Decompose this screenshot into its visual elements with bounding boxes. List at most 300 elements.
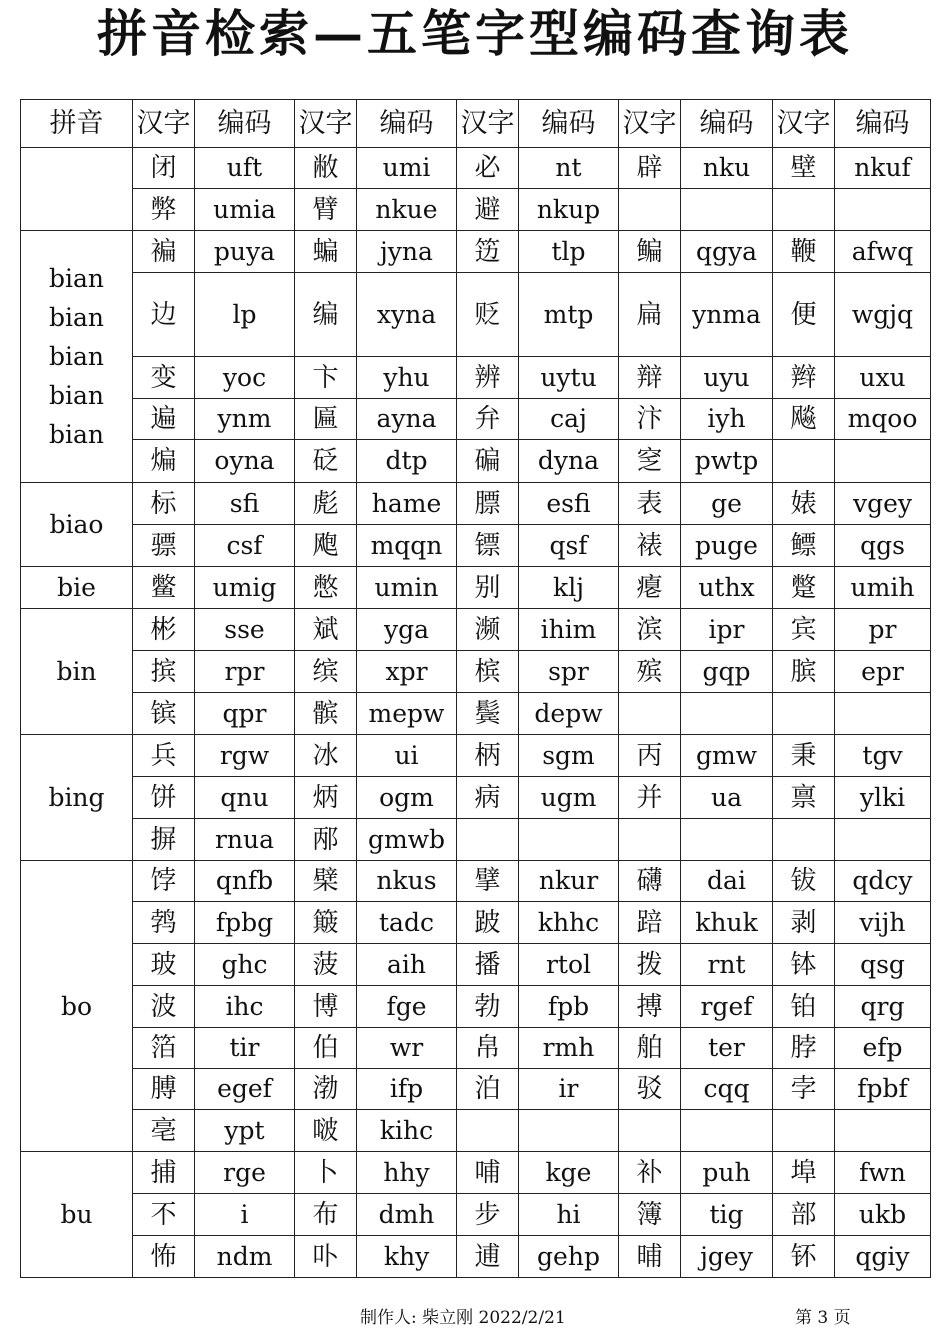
- code-cell: umi: [357, 148, 457, 189]
- hanzi-cell: 殡: [619, 651, 681, 693]
- code-cell: ter: [681, 1028, 773, 1069]
- hanzi-cell: 鳖: [133, 567, 195, 609]
- code-cell: ge: [681, 483, 773, 525]
- code-cell: nkue: [357, 189, 457, 231]
- hanzi-cell: 部: [773, 1194, 835, 1236]
- hanzi-cell: 遍: [133, 399, 195, 440]
- code-cell: rtol: [519, 944, 619, 986]
- code-cell: qnfb: [195, 861, 295, 902]
- table-row: [21, 357, 931, 399]
- hanzi-cell: 伯: [295, 1028, 357, 1069]
- code-cell: depw: [519, 693, 619, 735]
- code-cell: i: [195, 1194, 295, 1236]
- hanzi-cell: 敝: [295, 148, 357, 189]
- hanzi-cell: 勃: [457, 986, 519, 1028]
- hanzi-cell: 博: [295, 986, 357, 1028]
- code-cell: umig: [195, 567, 295, 609]
- hanzi-cell: 婊: [773, 483, 835, 525]
- table-row: [21, 861, 931, 902]
- code-cell: dai: [681, 861, 773, 902]
- pinyin-label: biao: [49, 510, 104, 539]
- header-code: 编码: [519, 100, 619, 148]
- hanzi-cell: [619, 693, 681, 735]
- pinyin-cell: [21, 861, 133, 1152]
- code-cell: nt: [519, 148, 619, 189]
- code-cell: ifp: [357, 1069, 457, 1110]
- hanzi-cell: 弊: [133, 189, 195, 231]
- code-cell: [681, 189, 773, 231]
- code-cell: ukb: [835, 1194, 931, 1236]
- code-cell: [681, 1110, 773, 1152]
- hanzi-cell: 裱: [619, 525, 681, 567]
- code-cell: uytu: [519, 357, 619, 399]
- hanzi-cell: 彪: [295, 483, 357, 525]
- code-cell: lp: [195, 273, 295, 357]
- code-cell: nkuf: [835, 148, 931, 189]
- code-cell: nkup: [519, 189, 619, 231]
- table-row: [21, 1152, 931, 1194]
- code-cell: gehp: [519, 1236, 619, 1278]
- code-cell: tir: [195, 1028, 295, 1069]
- code-cell: csf: [195, 525, 295, 567]
- code-cell: ir: [519, 1069, 619, 1110]
- hanzi-cell: 饽: [133, 861, 195, 902]
- hanzi-cell: 搏: [619, 986, 681, 1028]
- hanzi-cell: 鬓: [457, 693, 519, 735]
- code-cell: ipr: [681, 609, 773, 651]
- hanzi-cell: 蝙: [295, 231, 357, 273]
- hanzi-cell: 布: [295, 1194, 357, 1236]
- hanzi-cell: 簿: [619, 1194, 681, 1236]
- hanzi-cell: 便: [773, 273, 835, 357]
- code-cell: [681, 693, 773, 735]
- hanzi-cell: 孛: [773, 1069, 835, 1110]
- table-row: [21, 1110, 931, 1152]
- hanzi-cell: 渤: [295, 1069, 357, 1110]
- code-cell: hi: [519, 1194, 619, 1236]
- code-cell: ua: [681, 777, 773, 819]
- hanzi-cell: 并: [619, 777, 681, 819]
- code-cell: nkus: [357, 861, 457, 902]
- hanzi-cell: [773, 440, 835, 483]
- pinyin-label: bie: [57, 573, 96, 602]
- code-cell: [681, 819, 773, 861]
- table-row: [21, 609, 931, 651]
- hanzi-cell: 菠: [295, 944, 357, 986]
- code-cell: efp: [835, 1028, 931, 1069]
- hanzi-cell: 汴: [619, 399, 681, 440]
- hanzi-cell: 匾: [295, 399, 357, 440]
- code-cell: [519, 1110, 619, 1152]
- hanzi-cell: 辨: [457, 357, 519, 399]
- hanzi-cell: [457, 1110, 519, 1152]
- hanzi-cell: 鹁: [133, 902, 195, 944]
- code-cell: ogm: [357, 777, 457, 819]
- code-cell: rpr: [195, 651, 295, 693]
- code-cell: jgey: [681, 1236, 773, 1278]
- code-cell: [835, 693, 931, 735]
- code-cell: puge: [681, 525, 773, 567]
- hanzi-cell: 髌: [295, 693, 357, 735]
- code-cell: aih: [357, 944, 457, 986]
- code-cell: gqp: [681, 651, 773, 693]
- footer-maker: 制作人: 柴立刚 2022/2/21: [360, 1308, 566, 1328]
- wubi-lookup-table: [20, 99, 931, 1278]
- table-row: [21, 525, 931, 567]
- hanzi-cell: 礴: [619, 861, 681, 902]
- hanzi-cell: 鳊: [619, 231, 681, 273]
- hanzi-cell: 斌: [295, 609, 357, 651]
- code-cell: qgiy: [835, 1236, 931, 1278]
- hanzi-cell: [773, 693, 835, 735]
- pinyin-label: bian: [48, 303, 104, 332]
- code-cell: qnu: [195, 777, 295, 819]
- code-cell: rge: [195, 1152, 295, 1194]
- pinyin-cell: [21, 483, 133, 567]
- hanzi-cell: 啵: [295, 1110, 357, 1152]
- hanzi-cell: 簸: [295, 902, 357, 944]
- hanzi-cell: 边: [133, 273, 195, 357]
- code-cell: egef: [195, 1069, 295, 1110]
- hanzi-cell: [619, 1110, 681, 1152]
- hanzi-cell: 卞: [295, 357, 357, 399]
- hanzi-cell: 骠: [133, 525, 195, 567]
- code-cell: qrg: [835, 986, 931, 1028]
- hanzi-cell: 摒: [133, 819, 195, 861]
- code-cell: yoc: [195, 357, 295, 399]
- table-row: [21, 399, 931, 440]
- hanzi-cell: 宾: [773, 609, 835, 651]
- hanzi-cell: 飚: [773, 399, 835, 440]
- hanzi-cell: 鞭: [773, 231, 835, 273]
- hanzi-cell: 哺: [457, 1152, 519, 1194]
- header-pinyin: 拼音: [21, 100, 133, 148]
- hanzi-cell: 膘: [457, 483, 519, 525]
- hanzi-cell: 彬: [133, 609, 195, 651]
- code-cell: yhu: [357, 357, 457, 399]
- table-row: [21, 483, 931, 525]
- code-cell: [835, 440, 931, 483]
- code-cell: ylki: [835, 777, 931, 819]
- pinyin-cell: [21, 148, 133, 231]
- hanzi-cell: 镖: [457, 525, 519, 567]
- pinyin-cell: [21, 735, 133, 861]
- pinyin-label: bing: [48, 783, 105, 812]
- table-row: [21, 651, 931, 693]
- hanzi-cell: 壁: [773, 148, 835, 189]
- hanzi-cell: 擘: [457, 861, 519, 902]
- code-cell: sse: [195, 609, 295, 651]
- hanzi-cell: 笾: [457, 231, 519, 273]
- pinyin-cell: [21, 567, 133, 609]
- hanzi-cell: 飑: [295, 525, 357, 567]
- hanzi-cell: 必: [457, 148, 519, 189]
- pinyin-cell: [21, 1152, 133, 1278]
- table-row: [21, 189, 931, 231]
- code-cell: qdcy: [835, 861, 931, 902]
- header-code: 编码: [195, 100, 295, 148]
- code-cell: qsf: [519, 525, 619, 567]
- code-cell: mqqn: [357, 525, 457, 567]
- hanzi-cell: 膊: [133, 1069, 195, 1110]
- code-cell: dmh: [357, 1194, 457, 1236]
- hanzi-cell: [619, 189, 681, 231]
- table-row: [21, 440, 931, 483]
- header-hanzi: 汉字: [295, 100, 357, 148]
- code-cell: afwq: [835, 231, 931, 273]
- hanzi-cell: 病: [457, 777, 519, 819]
- hanzi-cell: 剥: [773, 902, 835, 944]
- hanzi-cell: 帛: [457, 1028, 519, 1069]
- hanzi-cell: 碥: [457, 440, 519, 483]
- hanzi-cell: [773, 1110, 835, 1152]
- hanzi-cell: 贬: [457, 273, 519, 357]
- code-cell: tlp: [519, 231, 619, 273]
- footer-page-number: 第 3 页: [795, 1308, 851, 1328]
- code-cell: fpb: [519, 986, 619, 1028]
- code-cell: fwn: [835, 1152, 931, 1194]
- header-hanzi: 汉字: [773, 100, 835, 148]
- pinyin-label: bin: [56, 657, 97, 686]
- code-cell: ynm: [195, 399, 295, 440]
- code-cell: fpbg: [195, 902, 295, 944]
- header-row: [21, 100, 931, 148]
- code-cell: ihc: [195, 986, 295, 1028]
- table-row: [21, 1028, 931, 1069]
- hanzi-cell: 鳔: [773, 525, 835, 567]
- code-cell: pr: [835, 609, 931, 651]
- pinyin-label: bian: [48, 264, 104, 293]
- hanzi-cell: 编: [295, 273, 357, 357]
- code-cell: oyna: [195, 440, 295, 483]
- code-cell: qgs: [835, 525, 931, 567]
- hanzi-cell: 卟: [295, 1236, 357, 1278]
- pinyin-label: bu: [60, 1200, 93, 1229]
- page-title: 拼音检索—五笔字型编码查询表: [97, 4, 853, 63]
- hanzi-cell: 标: [133, 483, 195, 525]
- hanzi-cell: 摈: [133, 651, 195, 693]
- code-cell: [835, 189, 931, 231]
- code-cell: dtp: [357, 440, 457, 483]
- code-cell: vijh: [835, 902, 931, 944]
- code-cell: fge: [357, 986, 457, 1028]
- code-cell: uyu: [681, 357, 773, 399]
- hanzi-cell: 膑: [773, 651, 835, 693]
- hanzi-cell: 踣: [619, 902, 681, 944]
- code-cell: spr: [519, 651, 619, 693]
- code-cell: qpr: [195, 693, 295, 735]
- hanzi-cell: 步: [457, 1194, 519, 1236]
- hanzi-cell: [773, 819, 835, 861]
- code-cell: qsg: [835, 944, 931, 986]
- pinyin-label: bo: [60, 991, 93, 1021]
- hanzi-cell: 钵: [773, 944, 835, 986]
- code-cell: fpbf: [835, 1069, 931, 1110]
- table-row: [21, 819, 931, 861]
- table-row: [21, 1236, 931, 1278]
- code-cell: dyna: [519, 440, 619, 483]
- hanzi-cell: 扁: [619, 273, 681, 357]
- hanzi-cell: 箔: [133, 1028, 195, 1069]
- hanzi-cell: 避: [457, 189, 519, 231]
- code-cell: ndm: [195, 1236, 295, 1278]
- code-cell: ypt: [195, 1110, 295, 1152]
- table-row: [21, 944, 931, 986]
- code-cell: cqq: [681, 1069, 773, 1110]
- code-cell: iyh: [681, 399, 773, 440]
- hanzi-cell: 卜: [295, 1152, 357, 1194]
- table-row: [21, 231, 931, 273]
- code-cell: ui: [357, 735, 457, 777]
- code-cell: puh: [681, 1152, 773, 1194]
- code-cell: uthx: [681, 567, 773, 609]
- pinyin-label: bian: [48, 381, 104, 410]
- hanzi-cell: 玻: [133, 944, 195, 986]
- hanzi-cell: 煸: [133, 440, 195, 483]
- code-cell: nkur: [519, 861, 619, 902]
- table-row: [21, 986, 931, 1028]
- code-cell: tig: [681, 1194, 773, 1236]
- code-cell: xyna: [357, 273, 457, 357]
- hanzi-cell: 褊: [133, 231, 195, 273]
- code-cell: ugm: [519, 777, 619, 819]
- hanzi-cell: 瘪: [619, 567, 681, 609]
- header-hanzi: 汉字: [457, 100, 519, 148]
- pinyin-label: bian: [48, 420, 104, 449]
- hanzi-cell: 表: [619, 483, 681, 525]
- pinyin-label: bian: [48, 342, 104, 371]
- hanzi-cell: [619, 819, 681, 861]
- pinyin-cell: [21, 609, 133, 735]
- code-cell: uft: [195, 148, 295, 189]
- pinyin-label: [21, 189, 132, 190]
- hanzi-cell: 舶: [619, 1028, 681, 1069]
- hanzi-cell: 邴: [295, 819, 357, 861]
- hanzi-cell: 钹: [773, 861, 835, 902]
- code-cell: tadc: [357, 902, 457, 944]
- code-cell: [835, 1110, 931, 1152]
- hanzi-cell: 柄: [457, 735, 519, 777]
- code-cell: gmw: [681, 735, 773, 777]
- code-cell: qgya: [681, 231, 773, 273]
- code-cell: pwtp: [681, 440, 773, 483]
- hanzi-cell: 镔: [133, 693, 195, 735]
- hanzi-cell: 铂: [773, 986, 835, 1028]
- hanzi-cell: 别: [457, 567, 519, 609]
- code-cell: umin: [357, 567, 457, 609]
- hanzi-cell: 辟: [619, 148, 681, 189]
- hanzi-cell: 丙: [619, 735, 681, 777]
- code-cell: ihim: [519, 609, 619, 651]
- hanzi-cell: 弁: [457, 399, 519, 440]
- code-cell: sfi: [195, 483, 295, 525]
- table-row: [21, 777, 931, 819]
- code-cell: ayna: [357, 399, 457, 440]
- code-cell: mtp: [519, 273, 619, 357]
- code-cell: wr: [357, 1028, 457, 1069]
- code-cell: tgv: [835, 735, 931, 777]
- table-row: [21, 1069, 931, 1110]
- code-cell: klj: [519, 567, 619, 609]
- code-cell: wgjq: [835, 273, 931, 357]
- hanzi-cell: 拨: [619, 944, 681, 986]
- table-row: [21, 902, 931, 944]
- hanzi-cell: 变: [133, 357, 195, 399]
- hanzi-cell: 辩: [619, 357, 681, 399]
- code-cell: kge: [519, 1152, 619, 1194]
- hanzi-cell: 缤: [295, 651, 357, 693]
- table-row: [21, 567, 931, 609]
- header-hanzi: 汉字: [619, 100, 681, 148]
- hanzi-cell: 播: [457, 944, 519, 986]
- code-cell: [519, 819, 619, 861]
- hanzi-cell: 跛: [457, 902, 519, 944]
- code-cell: kihc: [357, 1110, 457, 1152]
- code-cell: jyna: [357, 231, 457, 273]
- header-hanzi: 汉字: [133, 100, 195, 148]
- hanzi-cell: 窆: [619, 440, 681, 483]
- hanzi-cell: 滨: [619, 609, 681, 651]
- table-row: [21, 148, 931, 189]
- hanzi-cell: 砭: [295, 440, 357, 483]
- hanzi-cell: 兵: [133, 735, 195, 777]
- code-cell: khy: [357, 1236, 457, 1278]
- hanzi-cell: 亳: [133, 1110, 195, 1152]
- code-cell: sgm: [519, 735, 619, 777]
- code-cell: uxu: [835, 357, 931, 399]
- code-cell: nku: [681, 148, 773, 189]
- hanzi-cell: 秉: [773, 735, 835, 777]
- hanzi-cell: 波: [133, 986, 195, 1028]
- code-cell: puya: [195, 231, 295, 273]
- hanzi-cell: 檗: [295, 861, 357, 902]
- hanzi-cell: 禀: [773, 777, 835, 819]
- hanzi-cell: 饼: [133, 777, 195, 819]
- hanzi-cell: 辫: [773, 357, 835, 399]
- code-cell: vgey: [835, 483, 931, 525]
- hanzi-cell: 槟: [457, 651, 519, 693]
- code-cell: epr: [835, 651, 931, 693]
- hanzi-cell: [457, 819, 519, 861]
- table-row: [21, 1194, 931, 1236]
- code-cell: hhy: [357, 1152, 457, 1194]
- code-cell: [835, 819, 931, 861]
- code-cell: rgef: [681, 986, 773, 1028]
- table-row: [21, 735, 931, 777]
- code-cell: gmwb: [357, 819, 457, 861]
- hanzi-cell: 捕: [133, 1152, 195, 1194]
- hanzi-cell: 泊: [457, 1069, 519, 1110]
- code-cell: rnt: [681, 944, 773, 986]
- hanzi-cell: 钚: [773, 1236, 835, 1278]
- header-code: 编码: [681, 100, 773, 148]
- pinyin-cell: [21, 231, 133, 483]
- hanzi-cell: 憋: [295, 567, 357, 609]
- hanzi-cell: [773, 189, 835, 231]
- code-cell: umih: [835, 567, 931, 609]
- hanzi-cell: 补: [619, 1152, 681, 1194]
- hanzi-cell: 怖: [133, 1236, 195, 1278]
- hanzi-cell: 闭: [133, 148, 195, 189]
- code-cell: mepw: [357, 693, 457, 735]
- code-cell: esfi: [519, 483, 619, 525]
- code-cell: caj: [519, 399, 619, 440]
- code-cell: rmh: [519, 1028, 619, 1069]
- table-row: [21, 273, 931, 357]
- code-cell: ynma: [681, 273, 773, 357]
- hanzi-cell: 臂: [295, 189, 357, 231]
- hanzi-cell: 脖: [773, 1028, 835, 1069]
